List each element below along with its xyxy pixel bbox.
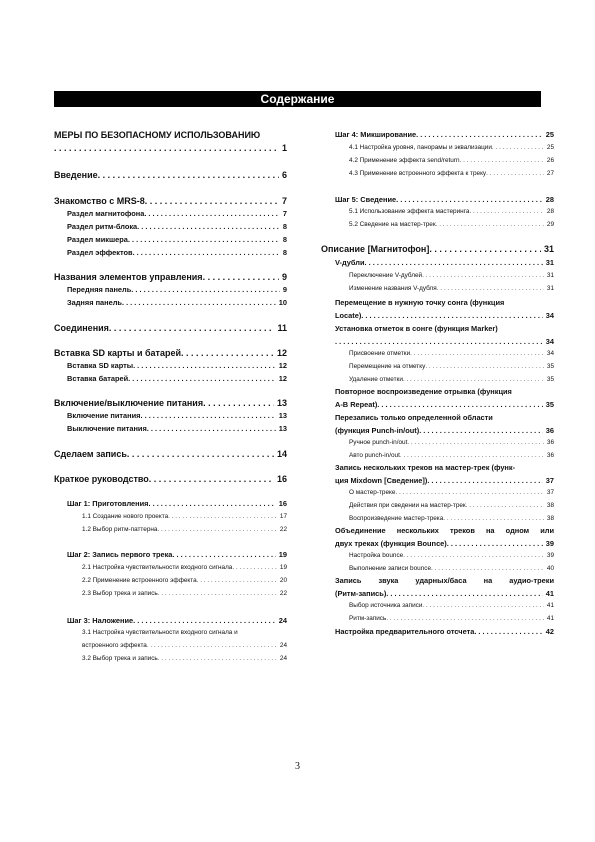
entry-text: Сделаем запись xyxy=(54,449,127,459)
page-ref: 13 xyxy=(276,398,287,408)
toc-subentry[interactable] xyxy=(349,439,554,446)
toc-subentry[interactable] xyxy=(82,655,287,662)
toc-subentry[interactable] xyxy=(349,565,554,572)
entry-text: Передняя панель xyxy=(67,285,132,294)
toc-subentry[interactable] xyxy=(67,411,287,420)
page-ref: 13 xyxy=(278,411,287,420)
entry-text: 4.1 Настройка уровня, панорамы и эквализации xyxy=(349,144,492,151)
entry-text: Выбор источника записи xyxy=(349,602,423,609)
page-number: 3 xyxy=(295,761,300,772)
page-ref: 36 xyxy=(546,439,554,446)
toc-subentry[interactable] xyxy=(349,350,554,357)
toc-entry-line: Установка отметок в сонге (функция Marker) xyxy=(335,324,498,333)
toc-entry-step2[interactable] xyxy=(67,550,287,559)
entry-text: Вставка батарей xyxy=(67,374,129,383)
page-ref: 19 xyxy=(278,550,287,559)
entry-text: Раздел магнитофона xyxy=(67,209,145,218)
page-ref: 7 xyxy=(282,209,287,218)
entry-text: Вставка SD карты и батарей xyxy=(54,348,181,358)
page-ref: 31 xyxy=(543,244,554,254)
toc-safety-title: МЕРЫ ПО БЕЗОПАСНОМУ ИСПОЛЬЗОВАНИЮ xyxy=(54,130,261,140)
page-ref: 12 xyxy=(278,374,287,383)
page-ref: 1 xyxy=(281,143,287,153)
toc-subentry[interactable] xyxy=(349,221,554,228)
page-ref: 39 xyxy=(546,552,554,559)
entry-text: 4.3 Применение встроенного эффекта к треку xyxy=(349,170,487,177)
toc-entry-about[interactable] xyxy=(54,196,287,206)
entry-text: Задняя панель xyxy=(67,298,122,307)
toc-subentry[interactable] xyxy=(67,424,287,433)
entry-text: двух треках (функция Bounce) xyxy=(335,539,447,548)
page-ref: 8 xyxy=(282,248,287,257)
toc-entry-line: Запись звука ударных/баса на аудио-треки xyxy=(335,576,554,585)
entry-text: 2.1 Настройка чувствительности входного сигнала xyxy=(82,564,233,571)
toc-subentry[interactable] xyxy=(349,157,554,164)
page-ref: 13 xyxy=(278,424,287,433)
entry-text: Раздел ритм-блока xyxy=(67,222,138,231)
toc-entry-abrepeat[interactable] xyxy=(335,400,554,409)
toc-subentry[interactable] xyxy=(349,452,554,459)
page-ref: 26 xyxy=(546,157,554,164)
toc-entry-step1[interactable] xyxy=(67,499,287,508)
page-ref: 38 xyxy=(546,515,554,522)
page-ref: 17 xyxy=(279,513,287,520)
page-ref: 12 xyxy=(276,348,287,358)
toc-subentry[interactable] xyxy=(349,363,554,370)
toc-entry-mixdown[interactable] xyxy=(335,476,554,485)
page-ref: 9 xyxy=(282,285,287,294)
page-ref: 36 xyxy=(546,452,554,459)
entry-text: встроенного эффекта xyxy=(82,642,147,649)
toc-subentry[interactable] xyxy=(67,222,287,231)
toc-subentry[interactable] xyxy=(82,513,287,520)
entry-text: Ручное punch-in/out xyxy=(349,439,408,446)
toc-entry-recorder[interactable] xyxy=(321,244,554,254)
page-ref: 7 xyxy=(281,196,287,206)
page-ref: 11 xyxy=(277,323,287,333)
entry-text: Раздел эффектов xyxy=(67,248,133,257)
page-ref: 25 xyxy=(545,130,554,139)
page-ref: 20 xyxy=(279,577,287,584)
toc-subentry[interactable] xyxy=(349,502,554,509)
page-ref: 35 xyxy=(545,400,554,409)
page-ref: 38 xyxy=(546,502,554,509)
page-ref: 41 xyxy=(546,615,554,622)
page-ref: 9 xyxy=(281,272,287,282)
entry-text: Названия элементов управления xyxy=(54,272,203,282)
page-ref: 24 xyxy=(278,616,287,625)
page-ref: 27 xyxy=(546,170,554,177)
page-ref: 39 xyxy=(545,539,554,548)
page-ref: 16 xyxy=(276,474,287,484)
toc-subentry[interactable] xyxy=(349,272,554,279)
page-title: Содержание xyxy=(54,91,541,107)
toc-subentry[interactable] xyxy=(349,376,554,383)
toc-entry-guide[interactable] xyxy=(54,474,287,484)
page-ref: 24 xyxy=(279,655,287,662)
page-ref: 19 xyxy=(279,564,287,571)
entry-text: 1.2 Выбор ритм-паттерна xyxy=(82,526,158,533)
toc-entry-punch[interactable] xyxy=(335,426,554,435)
toc-entry-rhythm[interactable] xyxy=(335,589,554,598)
toc-entry-power[interactable] xyxy=(54,398,287,408)
page-ref: 37 xyxy=(546,489,554,496)
toc-entry-controls[interactable] xyxy=(54,272,287,282)
entry-text: Удаление отметки xyxy=(349,376,403,383)
entry-text: Перемещение на отметку xyxy=(349,363,426,370)
toc-entry-line: Перемещение в нужную точку сонга (функция xyxy=(335,298,505,307)
entry-text: Соединения xyxy=(54,323,109,333)
toc-subentry[interactable] xyxy=(67,248,287,257)
toc-subentry[interactable] xyxy=(349,489,554,496)
toc-subentry[interactable] xyxy=(67,298,287,307)
entry-text: Описание [Магнитофон] xyxy=(321,244,430,254)
toc-entry-safety[interactable] xyxy=(54,143,287,153)
entry-text: Авто punch-in/out xyxy=(349,452,400,459)
page-ref: 8 xyxy=(282,222,287,231)
entry-text: Ритм-запись xyxy=(349,615,387,622)
page-ref: 16 xyxy=(278,499,287,508)
entry-text: 5.2 Сведение на мастер-трек xyxy=(349,221,436,228)
page-ref: 24 xyxy=(279,642,287,649)
toc-entry-record[interactable] xyxy=(54,449,287,459)
toc-subentry-line: 3.1 Настройка чувствительности входного сигнала и xyxy=(82,629,238,636)
page-ref: 31 xyxy=(546,272,554,279)
page-ref: 28 xyxy=(545,195,554,204)
toc-entry-locate[interactable] xyxy=(335,311,554,320)
entry-text: Настройка bounce xyxy=(349,552,404,559)
toc-subentry[interactable] xyxy=(349,170,554,177)
toc-entry-line: Повторное воспроизведение отрывка (функция xyxy=(335,387,512,396)
toc-entry-marker[interactable] xyxy=(335,337,554,346)
toc-subentry[interactable] xyxy=(349,285,554,292)
page-ref: 28 xyxy=(546,208,554,215)
toc-subentry[interactable] xyxy=(349,615,554,622)
entry-text: 2.2 Применение встроенного эффекта xyxy=(82,577,197,584)
toc-entry-sd[interactable] xyxy=(54,348,287,358)
page-ref: 34 xyxy=(545,337,554,346)
page-ref: 41 xyxy=(546,602,554,609)
toc-subentry[interactable] xyxy=(67,209,287,218)
page-ref: 22 xyxy=(279,526,287,533)
entry-text: 1.1 Создание нового проекта xyxy=(82,513,169,520)
toc-subentry[interactable] xyxy=(82,577,287,584)
entry-text: Включение/выключение питания xyxy=(54,398,204,408)
toc-entry-step3[interactable] xyxy=(67,616,287,625)
toc-subentry[interactable] xyxy=(67,374,287,383)
entry-text: Включение питания xyxy=(67,411,141,420)
entry-text: Знакомство с MRS-8 xyxy=(54,196,145,206)
entry-text: Выключение питания xyxy=(67,424,147,433)
toc-subentry[interactable] xyxy=(82,590,287,597)
entry-text: A-B Repeat) xyxy=(335,400,378,409)
toc-subentry[interactable] xyxy=(349,515,554,522)
entry-text: Введение xyxy=(54,170,98,180)
entry-text: 2.3 Выбор трека и запись xyxy=(82,590,158,597)
entry-text: Шаг 5: Сведение xyxy=(335,195,397,204)
toc-subentry[interactable] xyxy=(82,564,287,571)
toc-subentry[interactable] xyxy=(67,235,287,244)
entry-text: О мастер-треке xyxy=(349,489,396,496)
toc-subentry[interactable] xyxy=(349,144,554,151)
page-ref: 31 xyxy=(546,285,554,292)
entry-text: (функция Punch-in/out) xyxy=(335,426,420,435)
page-ref: 10 xyxy=(278,298,287,307)
entry-text: Настройка предварительного отсчета xyxy=(335,627,475,636)
page-ref: 25 xyxy=(546,144,554,151)
toc-entry-intro[interactable] xyxy=(54,170,287,180)
entry-text: V-дубли xyxy=(335,258,365,267)
entry-text: Раздел микшера xyxy=(67,235,128,244)
page-ref: 42 xyxy=(545,627,554,636)
toc-entry-line: Перезапись только определенной области xyxy=(335,413,493,422)
entry-text: ция Mixdown [Сведение]) xyxy=(335,476,428,485)
entry-text: Шаг 4: Микширование xyxy=(335,130,417,139)
toc-subentry[interactable] xyxy=(67,285,287,294)
entry-text: Изменение названия V-дубля xyxy=(349,285,437,292)
entry-text: 4.2 Применение эффекта send/return xyxy=(349,157,460,164)
page-ref: 6 xyxy=(281,170,287,180)
entry-text: Вставка SD карты xyxy=(67,361,134,370)
toc-subentry[interactable] xyxy=(349,208,554,215)
toc-subentry[interactable] xyxy=(82,526,287,533)
toc-entry-line: Объединение нескольких треков на одном или xyxy=(335,526,554,535)
toc-entry-vtake[interactable] xyxy=(335,258,554,267)
entry-text: Шаг 3: Наложение xyxy=(67,616,134,625)
page-ref: 31 xyxy=(545,258,554,267)
toc-entry-connections[interactable] xyxy=(54,323,287,333)
toc-entry-step5[interactable] xyxy=(335,195,554,204)
toc-subentry[interactable] xyxy=(349,552,554,559)
toc-subentry[interactable] xyxy=(349,602,554,609)
entry-text: Шаг 2: Запись первого трека xyxy=(67,550,173,559)
page-ref: 22 xyxy=(279,590,287,597)
toc-subentry[interactable] xyxy=(82,642,287,649)
entry-text: Выполнение записи bounce xyxy=(349,565,431,572)
page-ref: 41 xyxy=(545,589,554,598)
toc-entry-bounce[interactable] xyxy=(335,539,554,548)
page-ref: 14 xyxy=(276,449,287,459)
entry-text: Воспроизведение мастер-трека xyxy=(349,515,444,522)
entry-text: Locate) xyxy=(335,311,362,320)
page-ref: 34 xyxy=(546,350,554,357)
toc-entry-step4[interactable] xyxy=(335,130,554,139)
page-ref: 40 xyxy=(546,565,554,572)
entry-text: Краткое руководство xyxy=(54,474,149,484)
entry-text: 3.2 Выбор трека и запись xyxy=(82,655,158,662)
entry-text: Переключение V-дублей xyxy=(349,272,423,279)
toc-entry-line: Запись нескольких треков на мастер-трек (функ- xyxy=(335,463,516,472)
entry-text: Действия при сведении на мастер-трек xyxy=(349,502,466,509)
page-ref: 35 xyxy=(546,376,554,383)
toc-entry-precount[interactable] xyxy=(335,627,554,636)
page-ref: 34 xyxy=(545,311,554,320)
page-ref: 12 xyxy=(278,361,287,370)
entry-text: (Ритм-запись) xyxy=(335,589,387,598)
toc-subentry[interactable] xyxy=(67,361,287,370)
page-ref: 35 xyxy=(546,363,554,370)
page-ref: 29 xyxy=(546,221,554,228)
entry-text: Шаг 1: Приготовления xyxy=(67,499,149,508)
page-ref: 36 xyxy=(545,426,554,435)
page-ref: 8 xyxy=(282,235,287,244)
entry-text: Присвоение отметки xyxy=(349,350,411,357)
entry-text: 5.1 Использование эффекта мастеринга xyxy=(349,208,470,215)
page-ref: 37 xyxy=(545,476,554,485)
